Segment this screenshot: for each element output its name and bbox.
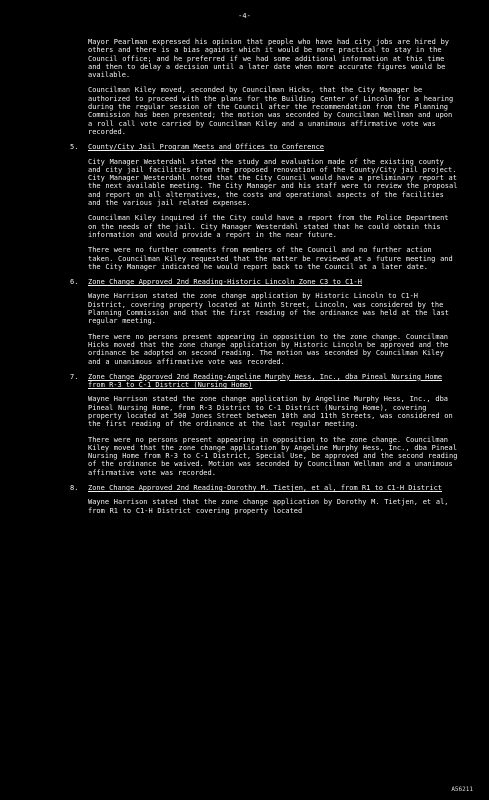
document-body (70, 38, 460, 522)
item-title: County/City Jail Program Meets and Offices to Conference (88, 143, 325, 152)
agenda-item-7 (70, 372, 460, 477)
item-number: 7. (70, 372, 79, 381)
page-number: -4- (238, 12, 251, 20)
item-title: Zone Change Approved 2nd Reading-Dorothy M. Tietjen, et al, from R1 to C1-H District (88, 484, 443, 493)
intro-paragraph-1: Mayor Pearlman expressed his opinion that people who have had city jobs are hired by others and there is a bias against which it would be more practical to stay in the Council office; and he preferred if we had some additional information at this time and then to delay a decision until a later date when more accurate figures would be available. (88, 38, 450, 80)
item-paragraph: City Manager Westerdahl stated the study and evaluation made of the existing county and city jail facilities from the proposed renovation of the County/City jail project. City Manager Westerdahl noted that the City Council would have a preliminary report at the next available meeting. The City Manager and his staff were to review the proposal and report on all alternatives, the costs and operational aspects of the facilities and the various jail related expenses. (88, 157, 458, 208)
item-paragraph: There were no persons present appearing in opposition to the zone change. Councilman Kiley moved that the zone change application by Angeline Murphy Hess, Inc., dba Pineal Nursing Home from R-3 to C-1 District, Special Use, be approved and the second reading of the ordinance be waived. Motion was seconded by Councilman Wellman and a unanimous affirmative vote was recorded. (88, 435, 458, 477)
item-number: 6. (70, 278, 79, 287)
item-paragraph: Councilman Kiley inquired if the City could have a report from the Police Department on the needs of the jail. City Manager Westerdahl stated that he could obtain this information and would provide a report in the near future. (88, 214, 449, 239)
item-paragraph: There were no further comments from members of the Council and no further action taken. Councilman Kiley requested that the matter be reviewed at a future meeting and the City Manager indicated he would report back to the Council at a later date. (88, 246, 453, 271)
agenda-item-8 (70, 484, 460, 515)
item-title: Zone Change Approved 2nd Reading-Angeline Murphy Hess, Inc., dba Pineal Nursing Home from R-3 to C-1 District (Nursing Home) (88, 372, 443, 390)
item-title: Zone Change Approved 2nd Reading-Historic Lincoln Zone C3 to C1-H (88, 278, 362, 287)
item-paragraph: Wayne Harrison stated the zone change application by Angeline Murphy Hess, Inc., dba Pineal Nursing Home, from R-3 District to C-1 District (Nursing Home), covering property located at 500 Jones Street between 10th and 11th Streets, was considered on the first reading of the ordinance at the last regular meeting. (88, 395, 453, 429)
agenda-item-6 (70, 278, 460, 366)
document-code: A56211 (451, 785, 473, 793)
item-paragraph: There were no persons present appearing in opposition to the zone change. Councilman Hicks moved that the zone change application by Historic Lincoln be approved and the ordinance be adopted on second reading. The motion was seconded by Councilman Kiley and a unanimous affirmative vote was recorded. (88, 332, 449, 366)
agenda-item-5 (70, 143, 460, 271)
item-paragraph: Wayne Harrison stated that the zone change application by Dorothy M. Tietjen, et al, from R1 to C1-H District covering property located (88, 498, 449, 515)
intro-paragraph-2: Councilman Kiley moved, seconded by Councilman Hicks, that the City Manager be authorized to proceed with the plans for the Building Center of Lincoln for a hearing during the regular session of the Council after the recommendation from the Planning Commission has been presented; the motion was seconded by Councilman Wellman and upon a roll call vote carried by Councilman Kiley and a unanimous affirmative vote was recorded. (88, 86, 454, 136)
item-paragraph: Wayne Harrison stated the zone change application by Historic Lincoln to C1-H District, covering property located at Ninth Street, Lincoln, was considered by the Planning Commission and that the first reading of the ordinance was held at the last regular meeting. (88, 292, 450, 326)
item-number: 5. (70, 143, 79, 152)
item-number: 8. (70, 484, 79, 493)
